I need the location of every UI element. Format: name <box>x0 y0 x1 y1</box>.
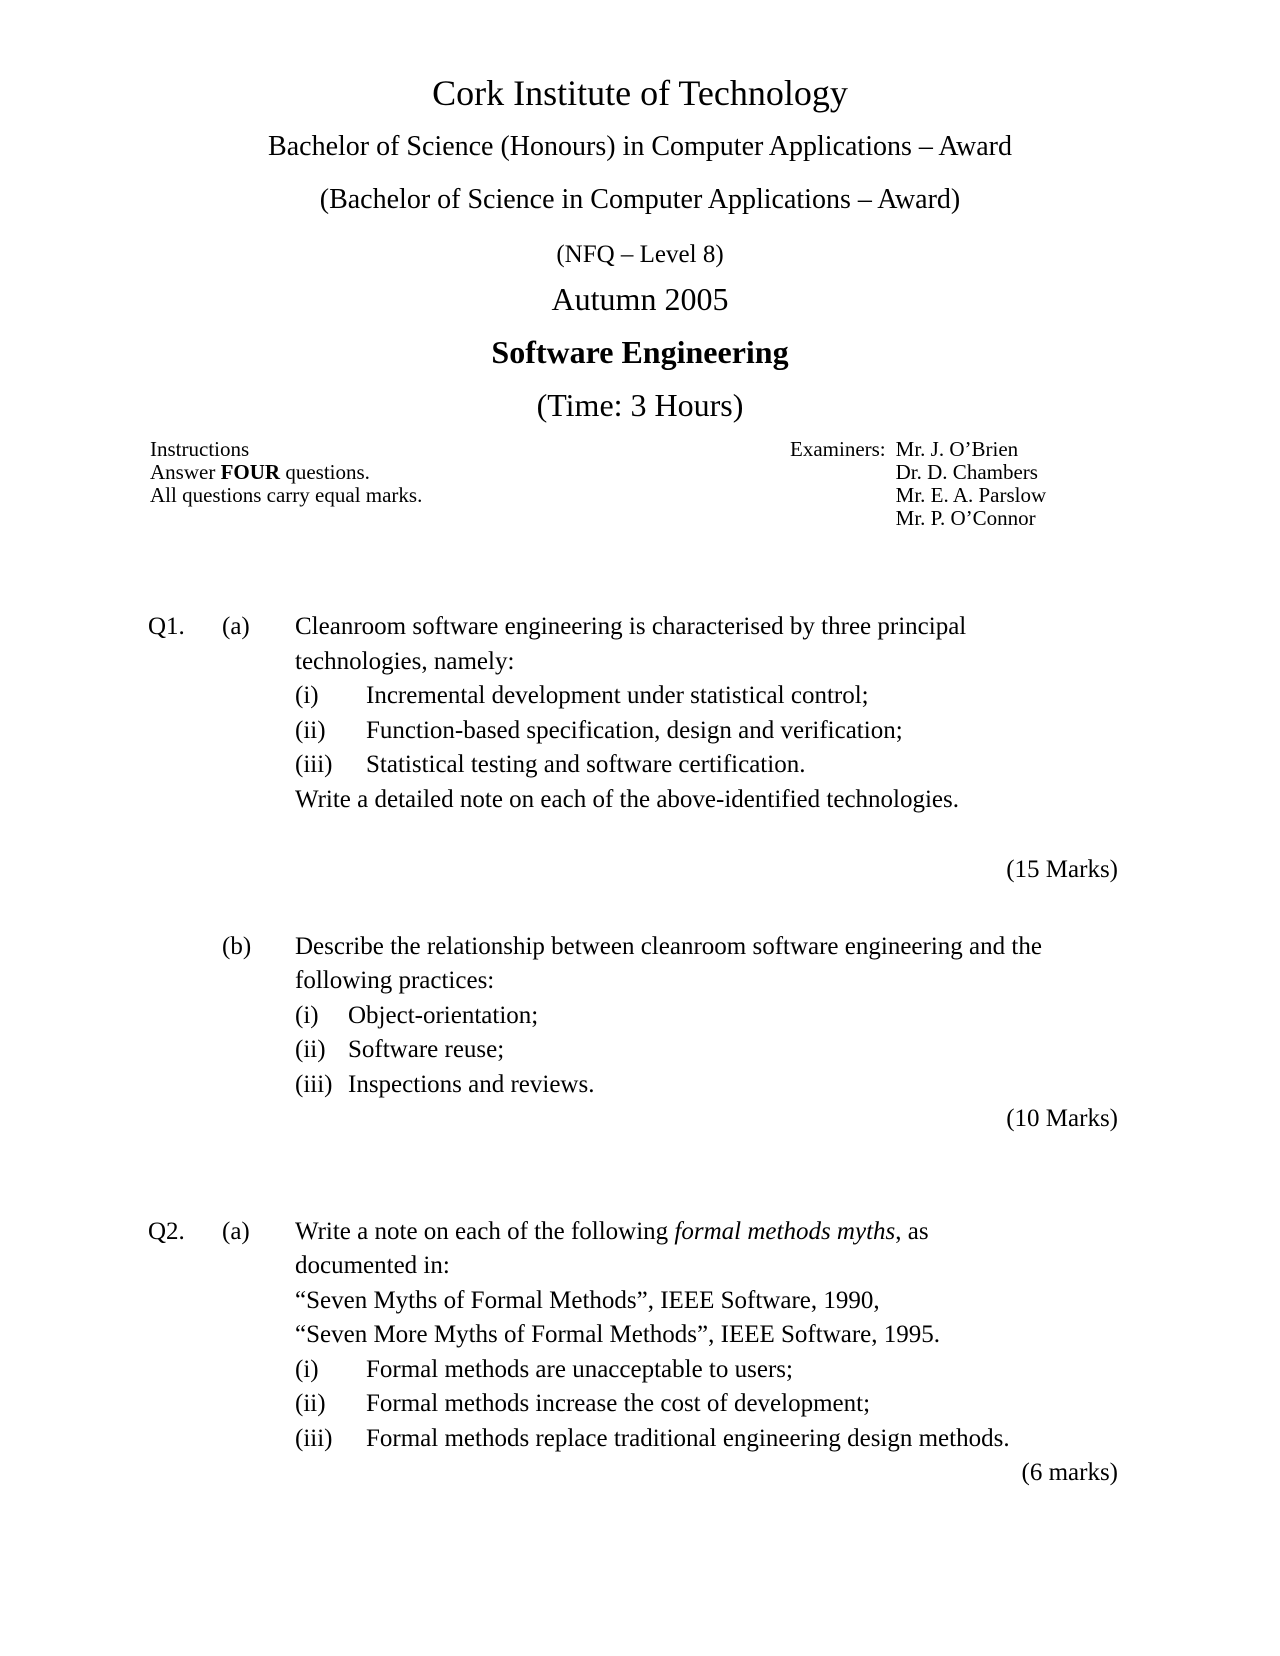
list-item <box>295 1353 1118 1388</box>
list-item <box>295 1422 1118 1457</box>
examiners-names <box>896 438 1047 530</box>
examiner-name: Mr. E. A. Parslow <box>895 483 1047 507</box>
instructions-block <box>150 438 422 507</box>
list-item-numeral: (iii) <box>295 1424 333 1452</box>
marks-label: (10 Marks) <box>1006 1105 1118 1132</box>
part-label: (a) <box>222 1217 250 1245</box>
marks-label: (15 Marks) <box>1006 856 1118 883</box>
intro-suffix: , as <box>895 1217 929 1245</box>
question-line: following practices: <box>295 967 495 994</box>
list-item <box>295 679 1118 714</box>
list-item-numeral: (i) <box>295 1001 319 1029</box>
instructions-answer-line <box>150 461 422 484</box>
intro-prefix: Write a note on each of the following <box>295 1217 675 1245</box>
list-item-text: Incremental development under statistical control; <box>366 682 869 709</box>
examiner-name: Dr. D. Chambers <box>895 460 1038 484</box>
question-number: Q2. <box>148 1217 185 1245</box>
award-line-ordinary: (Bachelor of Science in Computer Applications – Award) <box>319 184 961 215</box>
nfq-level-line: (NFQ – Level 8) <box>556 241 724 268</box>
question-number: Q1. <box>148 613 185 640</box>
list-item-text: Statistical testing and software certification. <box>366 751 806 778</box>
examiners-label: Examiners: <box>790 437 886 461</box>
award-line-honours: Bachelor of Science (Honours) in Computer Applications – Award <box>268 131 1012 162</box>
question-1-part-b <box>148 930 1118 1137</box>
answer-prefix: Answer <box>150 460 221 484</box>
question-line: Describe the relationship between cleanroom software engineering and the <box>295 932 1042 960</box>
questions-section <box>148 610 1118 1491</box>
marks-label: (6 marks) <box>1021 1459 1118 1486</box>
reference-line: “Seven More Myths of Formal Methods”, IEEE Software, 1995. <box>295 1321 941 1348</box>
list-item-text: Inspections and reviews. <box>348 1070 595 1098</box>
list-item-text: Formal methods are unacceptable to users; <box>366 1355 793 1383</box>
institution-title: Cork Institute of Technology <box>432 73 848 113</box>
list-item <box>295 1387 1118 1422</box>
list-item-numeral: (ii) <box>295 1036 326 1063</box>
list-item-text: Formal methods increase the cost of development; <box>366 1390 871 1417</box>
list-item <box>295 999 1118 1034</box>
list-item <box>295 714 1118 749</box>
answer-suffix: questions. <box>280 460 370 484</box>
list-item <box>295 1033 1118 1068</box>
examiner-name: Mr. P. O’Connor <box>895 506 1036 530</box>
list-item <box>295 1068 1118 1103</box>
question-body <box>295 610 1118 888</box>
question-1-part-a <box>148 610 1118 888</box>
instructions-equal-marks-line: All questions carry equal marks. <box>150 483 423 507</box>
question-line: technologies, namely: <box>295 647 515 675</box>
question-line: Write a detailed note on each of the above-identified technologies. <box>295 785 960 813</box>
question-2-part-a <box>148 1215 1118 1491</box>
list-item-text: Formal methods replace traditional engineering design methods. <box>366 1424 1010 1452</box>
list-item-numeral: (i) <box>295 682 319 709</box>
list-item-numeral: (ii) <box>295 1390 326 1417</box>
list-item-numeral: (iii) <box>295 751 333 778</box>
question-line: documented in: <box>295 1252 450 1279</box>
intro-italic-phrase: formal methods myths <box>674 1217 896 1245</box>
part-label: (b) <box>222 932 252 960</box>
answer-count: FOUR <box>220 460 281 484</box>
list-item-text: Object-orientation; <box>348 1001 539 1029</box>
reference-line: “Seven Myths of Formal Methods”, IEEE Software, 1990, <box>295 1286 880 1314</box>
question-line <box>295 1215 1118 1250</box>
list-item-text: Function-based specification, design and verification; <box>366 716 903 744</box>
duration-line: (Time: 3 Hours) <box>536 387 744 423</box>
examiners-block <box>790 438 1046 530</box>
list-item-text: Software reuse; <box>348 1036 505 1063</box>
part-label: (a) <box>222 613 250 640</box>
subject-title: Software Engineering <box>491 334 789 370</box>
question-body <box>295 1215 1118 1491</box>
examiner-name: Mr. J. O’Brien <box>895 437 1019 461</box>
list-item-numeral: (i) <box>295 1355 319 1383</box>
instructions-heading: Instructions <box>150 437 250 461</box>
session-title: Autumn 2005 <box>551 281 729 317</box>
list-item-numeral: (iii) <box>295 1070 333 1098</box>
list-item <box>295 748 1118 783</box>
question-body <box>295 930 1118 1137</box>
list-item-numeral: (ii) <box>295 716 326 744</box>
question-line: Cleanroom software engineering is characterised by three principal <box>295 613 967 640</box>
